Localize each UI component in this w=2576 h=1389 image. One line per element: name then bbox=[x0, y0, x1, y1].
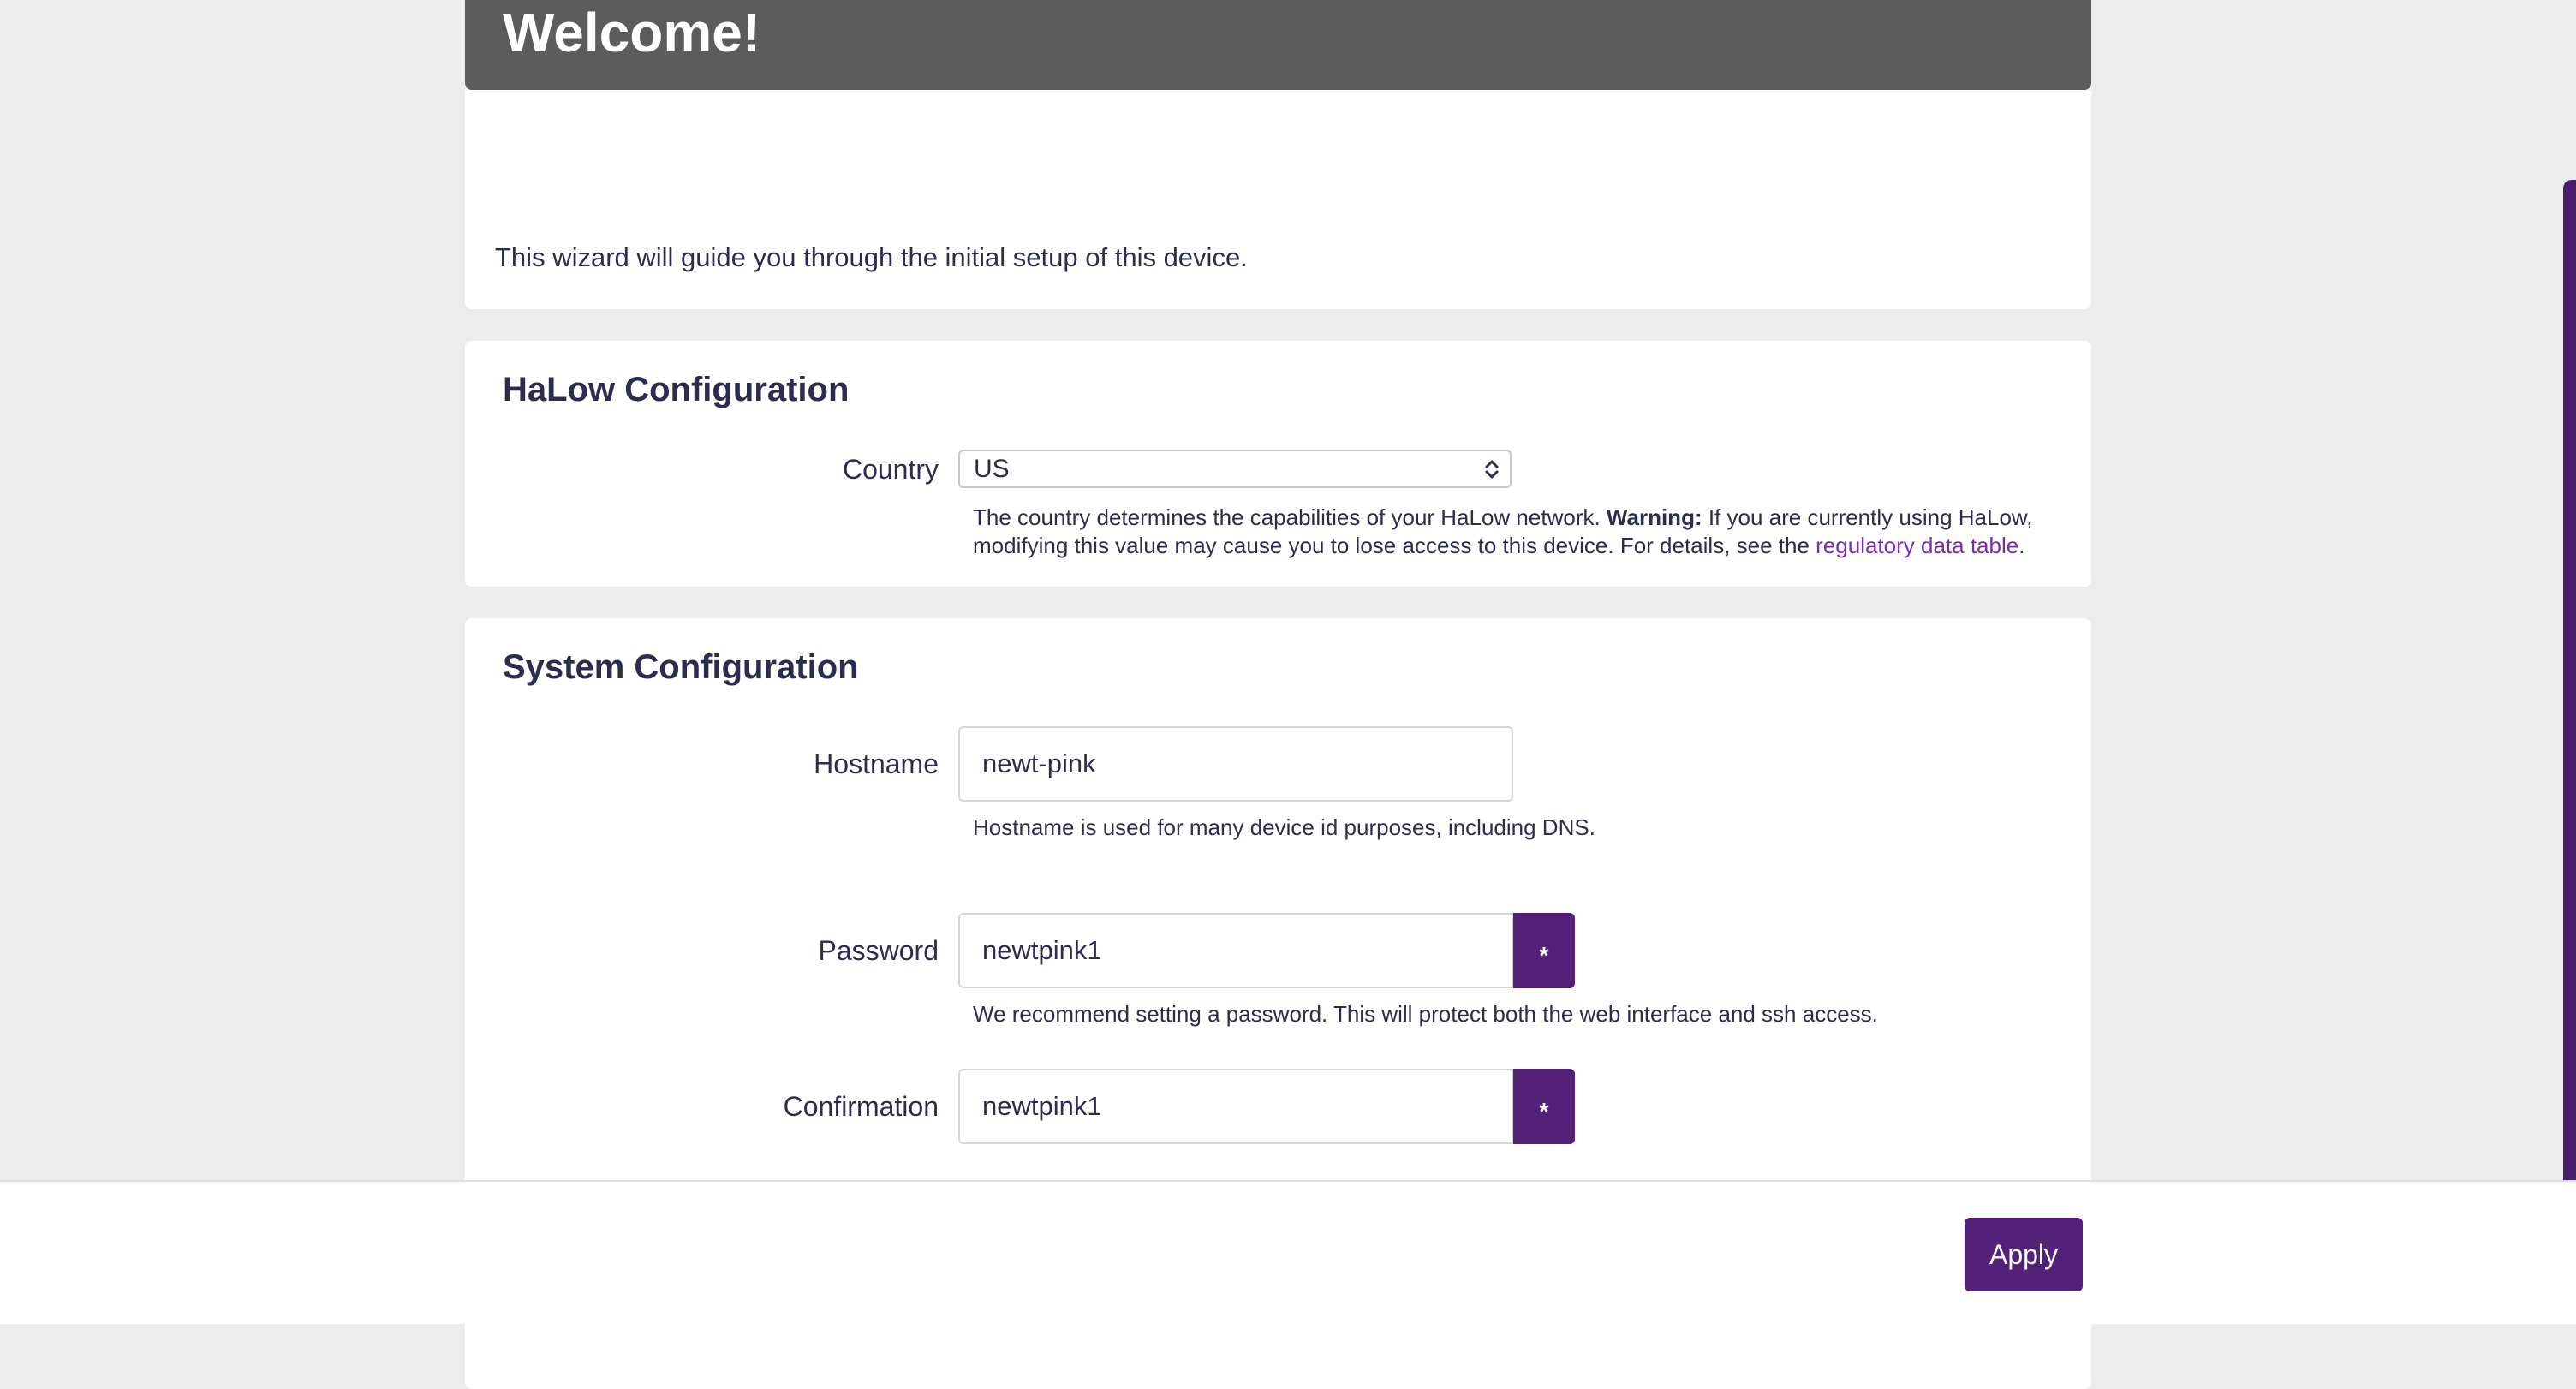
country-select-value: US bbox=[974, 455, 1010, 483]
country-help-warning: Warning: bbox=[1606, 504, 1702, 530]
halow-configuration-section bbox=[465, 341, 2091, 587]
country-label: Country bbox=[842, 454, 939, 485]
page-title: Welcome! bbox=[503, 2, 761, 63]
side-scrollbar[interactable] bbox=[2563, 180, 2576, 1180]
country-help-text bbox=[973, 504, 2052, 560]
regulatory-data-table-link[interactable]: regulatory data table bbox=[1816, 533, 2019, 558]
system-section-title: System Configuration bbox=[503, 648, 859, 686]
hostname-help-text: Hostname is used for many device id purposes, including DNS. bbox=[973, 814, 1595, 840]
hostname-label: Hostname bbox=[814, 748, 939, 779]
intro-text-1: This wizard will guide you through the initial setup of this device. bbox=[495, 242, 1248, 272]
country-help-part2: If you are currently using HaLow, modifying this value may cause you to lose access to this device. For details, see the bbox=[973, 504, 2033, 558]
page-header bbox=[465, 0, 2091, 90]
apply-button[interactable]: Apply bbox=[1965, 1218, 2083, 1291]
confirmation-input[interactable]: newtpink1 bbox=[958, 1069, 1513, 1144]
confirmation-reveal-button[interactable]: * bbox=[1513, 1069, 1575, 1144]
password-reveal-button[interactable]: * bbox=[1513, 913, 1575, 988]
hostname-input[interactable]: newt-pink bbox=[958, 726, 1513, 802]
footer-bar bbox=[0, 1180, 2576, 1324]
confirmation-label: Confirmation bbox=[783, 1091, 939, 1122]
password-input[interactable]: newtpink1 bbox=[958, 913, 1513, 988]
password-help-text: We recommend setting a password. This will protect both the web interface and ssh access. bbox=[973, 1001, 1878, 1027]
country-help-end: . bbox=[2018, 533, 2025, 558]
intro-card bbox=[465, 90, 2091, 309]
password-label: Password bbox=[818, 935, 939, 966]
halow-section-title: HaLow Configuration bbox=[503, 371, 850, 408]
country-help-part1: The country determines the capabilities of your HaLow network. bbox=[973, 504, 1607, 530]
chevron-up-down-icon bbox=[1482, 456, 1501, 482]
country-select[interactable] bbox=[958, 450, 1512, 488]
